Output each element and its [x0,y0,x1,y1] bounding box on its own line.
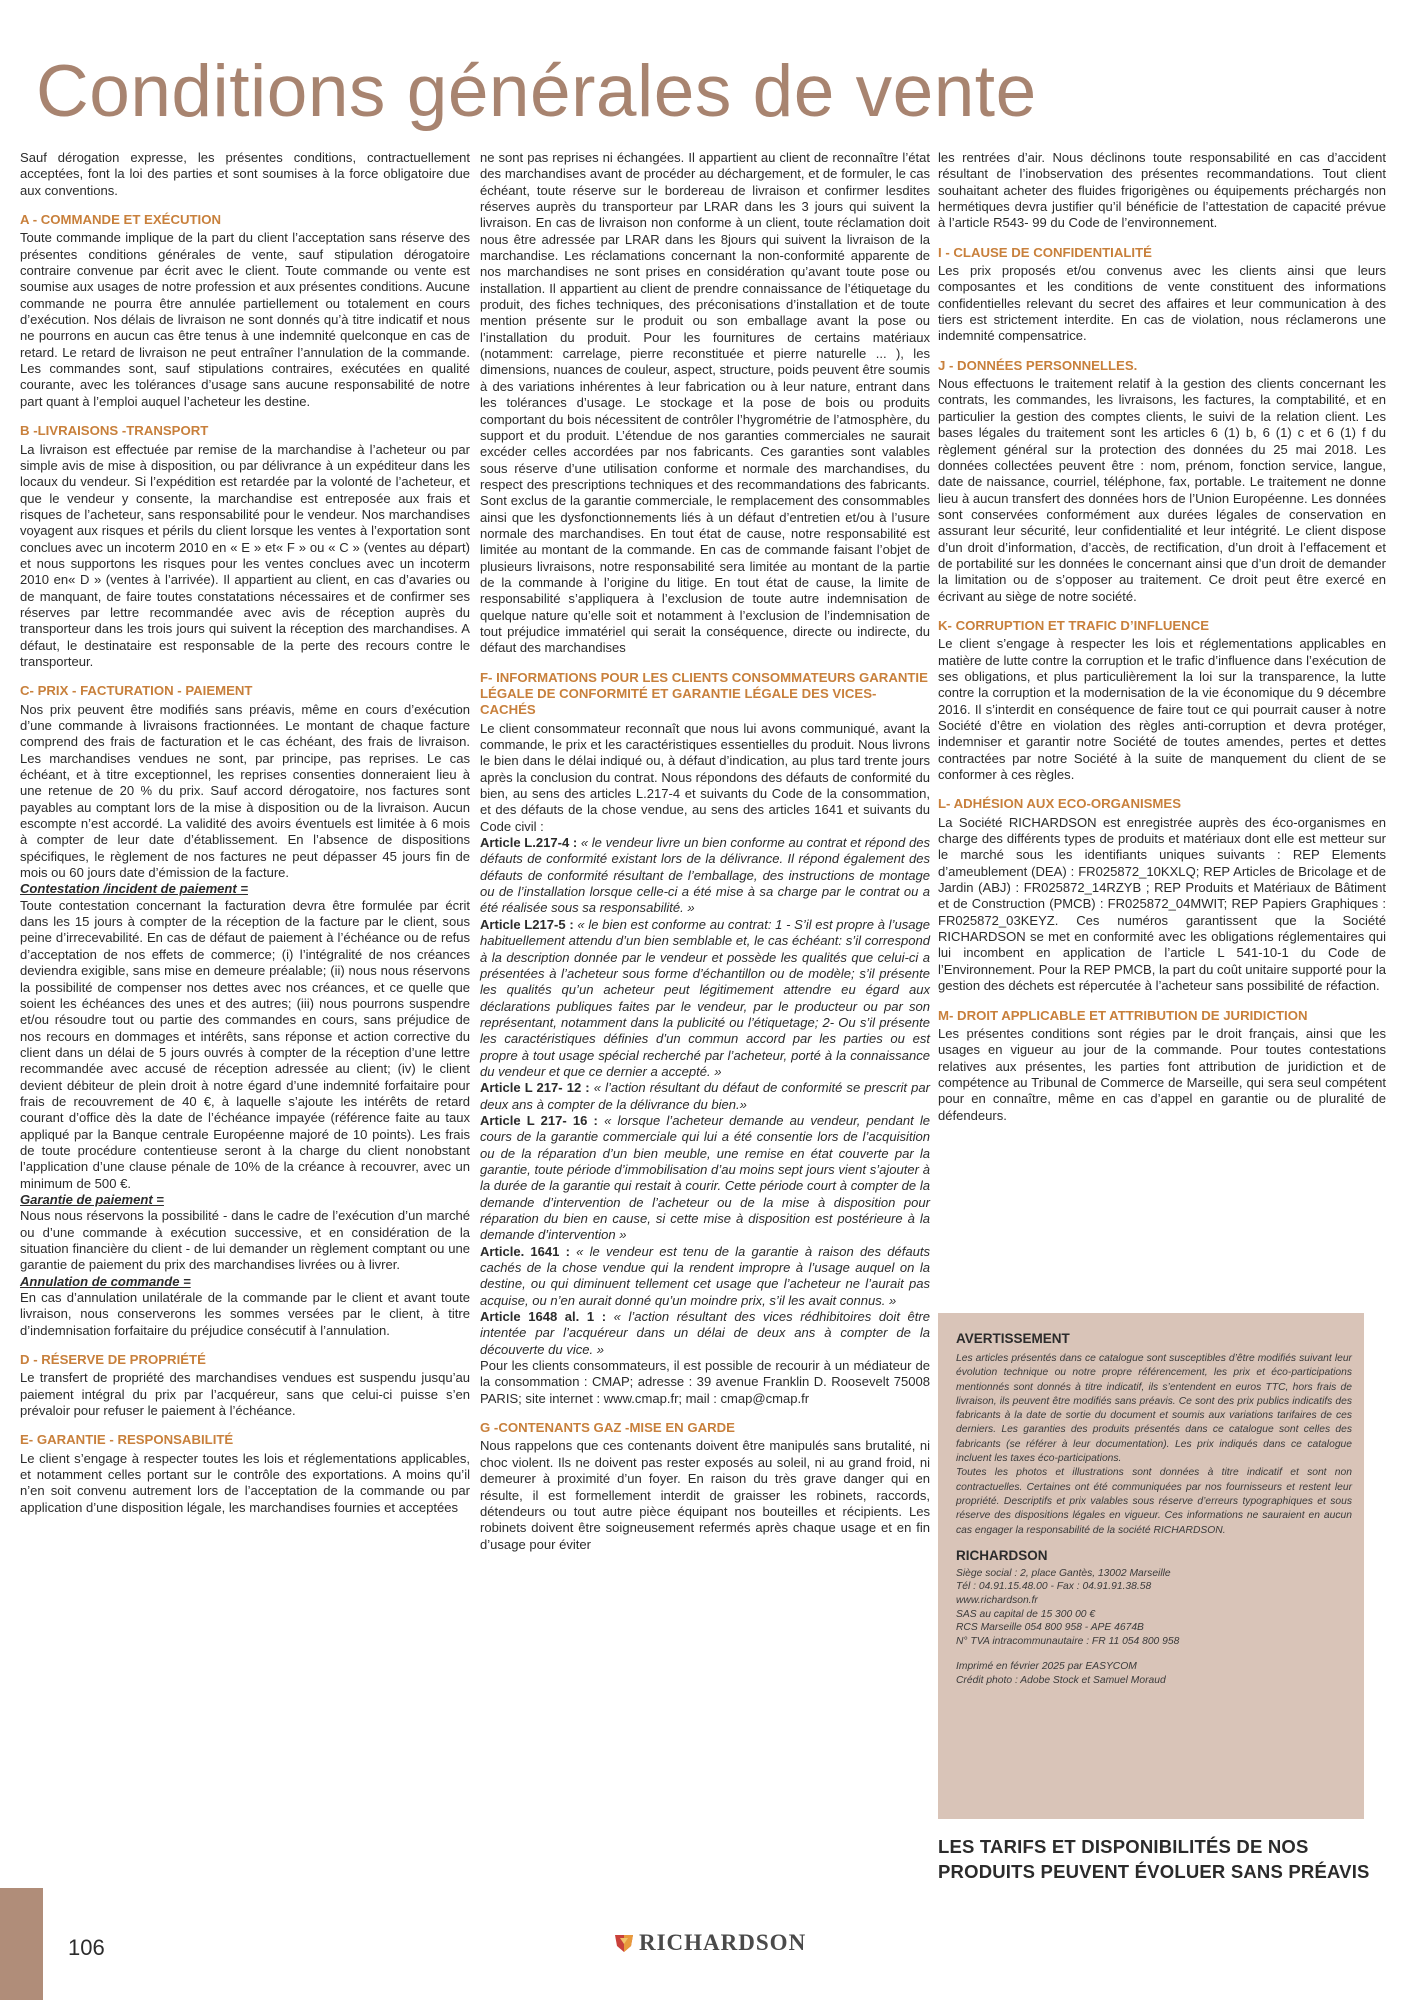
section-i-text: Les prix proposés et/ou convenus avec les clients ainsi que leurs composantes et les conditions de vente constituent des informations confidentielles relevant du secret des affaires et leur communication à des tiers est strictement interdite. En cas de violation, nous réclamerons une indemnité compensatrice. [938,263,1386,344]
section-l-title: L- ADHÉSION AUX ECO-ORGANISMES [938,796,1182,812]
section-b-title: B -LIVRAISONS -TRANSPORT [20,423,209,439]
section-j-title: J - DONNÉES PERSONNELLES. [938,357,1138,373]
section-m-title: M- DROIT APPLICABLE ET ATTRIBUTION DE JURIDICTION [938,1007,1308,1023]
article-l217-5 [480,917,930,1080]
section-e-title: E- GARANTIE - RESPONSABILITÉ [20,1432,234,1448]
article-l217-16 [480,1113,930,1244]
photo-credits: Crédit photo : Adobe Stock et Samuel Moraud [956,1675,1166,1687]
article-quote: « lorsque l’acheteur demande au vendeur, pendant le cours de la garantie commerciale qui lui a été consentie lors de l’acquisition ou de la réparation d’un bien meuble, une remise en état couverte par la garantie, toute période d’immobilisation d’au moins sept jours vient s’ajouter à la durée de la garantie qui restait à courir. Cette période court à compter de la demande d’intervention de l’acheteur ou de la mise à disposition pour réparation du bien en cause, si cette mise à disposition est postérieure à la demande d’intervention » [480,1112,931,1243]
page-title: Conditions générales de vente [36,51,1037,132]
company-website[interactable]: www.richardson.fr [956,1595,1038,1607]
section-f-text: Le client consommateur reconnaît que nous lui avons communiqué, avant la commande, le prix et les caractéristiques essentielles du produit. Nous livrons le bien dans le délai indiqué ou, à défaut d’indication, au plus tard trente jours après la conclusion du contrat. Nous répondons des défauts de conformité du bien, au sens des articles L.217-4 et suivants du Code de la consommation, et des défauts de la chose vendue, au sens des articles 1641 et suivants du Code civil : [480,720,930,834]
article-quote: « le vendeur livre un bien conforme au contrat et répond des défauts de conformité existant lors de la délivrance. Il répond également des défauts de conformité résultant de l’emballage, des instructions de montage ou de l’installation lorsque celle-ci a été mise à sa charge par le contrat ou a été réalisée sous sa responsabilité. » [480,835,931,916]
section-c-text-4: En cas d’annulation unilatérale de la commande par le client et avant toute livraison, nous conserverons les sommes versées par le client, à titre d’indemnisation forfaitaire du préjudice consécutif à l’annulation. [20,1290,470,1338]
column-3 [938,150,1386,1124]
article-ref: Article 1648 al. 1 : [480,1309,607,1325]
intro-text: Sauf dérogation expresse, les présentes conditions, contractuellement acceptées, font la loi des parties et sont soumises à la force obligatoire due aux conventions. [20,150,470,198]
article-quote: « l’action résultant du défaut de conformité se prescrit par deux ans à compter de la délivrance du bien.» [480,1080,931,1112]
article-1641 [480,1244,930,1309]
section-a-title: A - COMMANDE ET EXÉCUTION [20,212,221,228]
section-c-text: Nos prix peuvent être modifiés sans préavis, même en cours d’exécution d’une commande à livraisons fractionnées. Le montant de chaque facture comprend des frais de facturation et le cas échéant, des frais de livraison. Les marchandises vendues ne sont, par principe, pas reprises. Le cas échéant, et à titre exceptionnel, les reprises consenties donneraient lieu à une retenue de 20 % du prix. Sauf accord dérogatoire, nos factures sont payables au comptant lors de la mise à disposition ou de la livraison. Aucun escompte n’est accordé. La validité des avoirs éventuels est limitée à 6 mois à compter de leur date d’établissement. En l’absence de dispositions spécifiques, le règlement de nos factures ne peut dépasser 45 jours fin de mois ou 60 jours date d’émission de la facture. [20,701,470,881]
article-quote: « le bien est conforme au contrat: 1 - S’il est propre à l’usage habituellement attendu d’un bien semblable et, le cas échéant: s’il correspond à la description donnée par le vendeur et possède les qualités que celui-ci a présentées à l’acheteur sous forme d’échantillon ou de modèle; s’il présente les qualités qu’un acheteur peut légitimement attendre eu égard aux déclarations publiques faites par le vendeur, par le producteur ou par son représentant, notamment dans la publicité ou l’étiquetage; 2- Ou s’il présente les caractéristiques définies d’un commun accord par les parties ou est propre à tout usage spécial recherché par l’acheteur, porté à la connaissance du vendeur et que ce dernier a accepté. » [480,916,931,1079]
section-c-subtitle-contestation: Contestation /incident de paiement = [20,881,248,897]
article-ref: Article L.217-4 : [480,835,578,851]
pricing-banner: LES TARIFS ET DISPONIBILITÉS DE NOS PRODUITS PEUVENT ÉVOLUER SANS PRÉAVIS [938,1836,1370,1882]
company-phone-line: Tél : 04.91.15.48.00 - Fax : 04.91.91.38.58 [956,1581,1152,1593]
richardson-logo [613,1930,806,1956]
section-i-title: I - CLAUSE DE CONFIDENTIALITÉ [938,244,1152,260]
page-tab-bar [0,1888,43,2000]
section-c-subtitle-annulation: Annulation de commande = [20,1273,191,1289]
page-number: 106 [68,1935,105,1960]
article-ref: Article L217-5 : [480,916,574,932]
section-e-text: Le client s’engage à respecter toutes les lois et réglementations applicables, et notamment celles portant sur le contrôle des exportations. A moins qu’il n’en soit convenu autrement lors de l’acceptation de la commande ou par application d’une disposition légale, les marchandises fournies et acceptées [20,1450,470,1515]
section-d-title: D - RÉSERVE DE PROPRIÉTÉ [20,1352,206,1368]
shield-logo-icon [613,1932,635,1954]
column-2 [480,150,930,1553]
section-c-subtitle-garantie: Garantie de paiement = [20,1191,164,1207]
section-j-text: Nous effectuons le traitement relatif à la gestion des clients concernant les contrats, les commandes, les livraisons, les factures, la comptabilité, et en particulier la gestion des comptes clients, le suivi de la relation client. Les bases légales du traitement sont les articles 6 (1) b, 6 (1) c et 6 (1) f du règlement général sur la protection des données du 25 mai 2018. Les données collectées peuvent être : nom, prénom, fonction service, langue, date de naissance, courriel, téléphone, fax, portable. Le traitement ne donne lieu à aucun transfert des données hors de l’Union Européenne. Les données sont conservées conformément aux durées légales de conservation en assurant leur sécurité, leur confidentialité et leur intégrité. Le client dispose d’un droit d’information, d’accès, de rectification, d’un droit à l’effacement et de portabilité sur les données le concernant ainsi que d’un droit de demander la limitation ou de s’opposer au traitement. Ce droit peut être exercé en écrivant au siège de notre société. [938,376,1386,604]
column-1 [20,150,470,1516]
section-c-text-3: Nous nous réservons la possibilité - dans le cadre de l’exécution d’un marché ou d’une commande à exécution successive, et en considération de la situation financière du client - de lui demander un règlement comptant ou une garantie de paiement du prix des marchandises livrées ou à livrer. [20,1208,470,1273]
section-c-title: C- PRIX - FACTURATION - PAIEMENT [20,683,253,699]
section-f-title: F- INFORMATIONS POUR LES CLIENTS CONSOMMATEURS GARANTIE LÉGALE DE CONFORMITÉ ET GARANTIE LÉGALE DES VICES-CACHÉS [480,669,928,718]
section-g-text-continued: les rentrées d’air. Nous déclinons toute responsabilité en cas d’accident résultant de l’inobservation des présentes recommandations. Tout client souhaitant acheter des fluides frigorigènes ou équipements préchargés non hermétiques devra justifier qu’il bénéficie de l’attestation de capacité prévue à l’article R543- 99 du Code de l’environnement. [938,150,1386,231]
section-k-title: K- CORRUPTION ET TRAFIC D’INFLUENCE [938,617,1210,633]
article-l217-4 [480,835,930,917]
section-e-text-continued: ne sont pas reprises ni échangées. Il appartient au client de reconnaître l’état des marchandises avant de procéder au déchargement, et de formuler, le cas échéant, toute réserve sur le bordereau de livraison et confirmer lesdites réserves auprès du transporteur par LRAR dans les 3 jours qui suivent la livraison. En cas de livraison non conforme à un client, toute réclamation doit nous être adressée par LRAR dans les 8jours qui suivent la livraison de la marchandise. Les réclamations concernant la non-conformité apparente de nos marchandises ne sont prises en considération qu’avant toute pose ou installation. Il appartient au client de prendre connaissance de l’étiquetage du produit, des fiches techniques, des préconisations d’installation et de toute mention présente sur le produit ou son emballage avant la pose ou l’installation du produit. Pour les fournitures de certains matériaux (notamment: carrelage, pierre reconstituée et pierre naturelle ... ), les dimensions, nuances de couleur, aspect, structure, poids peuvent être soumis à des variations inhérentes à leur fabrication ou à leur nature, entrant dans les tolérances d’usage. Le stockage et la pose de bois ou produits comportant du bois nécessitent de contrôler l’hygrométrie de l’atmosphère, du support et du produit. L’étendue de nos garanties commerciales ne saurait excéder celles accordées par nos fabricants. Ces garanties sont valables sous réserve d’une utilisation conforme et normale des marchandises, du respect des prescriptions techniques et des recommandations des fabricants. Sont exclus de la garantie commerciale, le remplacement des consommables ainsi que les dysfonctionnements liés à un défaut d’entretien et/ou à l’usure normale des marchandises. En tout état de cause, notre responsabilité est limitée au montant de la commande. En cas de commande faisant l’objet de plusieurs livraisons, notre responsabilité sera limitée au montant de la partie de la commande à l’origine du litige. En tout état de cause, la limite de responsabilité s’appliquera à l’exclusion de toute autre indemnisation de quelque nature qu’elle soit et notamment à l’exclusion de l’indemnisation de tout préjudice immatériel qui serait la conséquence, directe ou indirecte, du défaut des marchandises [480,150,930,656]
section-m-text: Les présentes conditions sont régies par le droit français, ainsi que les usages en vigueur au jour de la commande. Pour toutes contestations relatives aux présentes, les parties font attribution de juridiction et de compétence au Tribunal de Commerce de Marseille, qui sera seul compétent pour en connaître, même en cas d’appel en garantie ou de pluralité de défendeurs. [938,1025,1386,1123]
section-a-text: Toute commande implique de la part du client l’acceptation sans réserve des présentes conditions générales de vente, sauf stipulation dérogatoire contraire convenue par écrit avec le client. Toute commande ou vente est soumise aux usages de notre profession et aux présentes conditions. Aucune commande ne pourra être annulée partiellement ou totalement en cours d’exécution. Nos délais de livraison ne sont donnés qu’à titre indicatif et nous ne pourrons en aucun cas être tenus à une indemnité quelconque en cas de retard. Le retard de livraison ne peut entraîner l’annulation de la commande. Les commandes sont, sauf stipulations contraires, exécutées en qualité courante, avec les tolérances d’usage sans aucune responsabilité de notre part quant à l’emploi auquel l’acheteur les destine. [20,230,470,409]
print-info: Imprimé en février 2025 par EASYCOM [956,1661,1137,1673]
article-l217-12 [480,1080,930,1113]
article-quote: « le vendeur est tenu de la garantie à raison des défauts cachés de la chose vendue qui la rendent impropre à l’usage auquel on la destine, ou qui diminuent tellement cet usage que l’acheteur ne l’aurait pas acquise, ou n’en aurait donné qu’un moindre prix, s’il les avait connus. » [480,1243,931,1308]
logo-wordmark: RICHARDSON [639,1930,807,1955]
notice-text: Les articles présentés dans ce catalogue sont susceptibles d’être modifiés suivant leur évolution technique ou notre propre référencement, les prix et éco-participations mentionnés sont donnés à titre indicatif, ils s’entendent en euros TTC, hors frais de livraison, ils peuvent être modifiés sans préavis. Ce sont des prix publics indicatifs des fabricants à la date de sortie du document et soumis aux variations tarifaires de ces derniers. Les garanties des produits présentés dans ce catalogue sont celles des fabricants (se référer à leur documentation). Les prix indiqués dans ce catalogue incluent les taxes éco-participations. [956,1353,1352,1465]
section-c-text-2: Toute contestation concernant la facturation devra être formulée par écrit dans les 15 jours à compter de la réception de la facture par le client, sous peine d’irrecevabilité. En cas de défaut de paiement à l’échéance ou de refus d’acceptation de nos effets de commerce; (i) l’intégralité de nos créances deviendra exigible, sans mise en demeure préalable; (ii) nous nous réservons la possibilité de compenser nos dettes avec nos créances, et ce quelle que soient les échéances des unes et des autres; (iii) nous pourrons suspendre et/ou résoudre tout ou partie des commandes en cours, sans préjudice de nos recours en dommages et intérêts, sans réponse et action corrective du client dans un délai de 5 jours ouvrés à compter de la réception d’une lettre recommandée avec accusé de réception adressée au client; (iv) le client devient débiteur de plein droit à notre égard d’une indemnité forfaitaire pour frais de recouvrement de 40 €, à laquelle s’ajoute les intérêts de retard courant d’office dès la date de l’échéance impayée (référence faite au taux appliqué par la Banque centrale Européenne majoré de 10 points). Les frais de toute procédure contentieuse seront à la charge du client nonobstant l’application d’une clause pénale de 10% de la créance à recouvrer, avec un minimum de 500 €. [20,897,470,1191]
article-ref: Article. 1641 : [480,1243,570,1259]
notice-title: AVERTISSEMENT [956,1331,1070,1346]
company-address-line: Siège social : 2, place Gantès, 13002 Marseille [956,1567,1171,1579]
company-capital: SAS au capital de 15 300 00 € [956,1608,1096,1620]
article-ref: Article L 217- 12 : [480,1080,590,1096]
article-ref: Article L 217- 16 : [480,1112,598,1128]
company-name: RICHARDSON [956,1547,1048,1563]
section-l-text: La Société RICHARDSON est enregistrée auprès des éco-organismes en charge des différents types de produits et matériaux dont elle est metteur sur le marché sous les identifiants uniques suivants : REP Elements d’ameublement (DEA) : FR025872_10KXLQ; REP Articles de Bricolage et de Jardin (ABJ) : FR025872_14RZYB ; REP Produits et Matériaux de Bâtiment et de Construction (PMCB) : FR025872_04MWIT; REP Papiers Graphiques : FR025872_03KEYZ. Ces numéros garantissent que la Société RICHARDSON se met en conformité avec les obligations réglementaires qui lui incombent en application de l’article L 541-10-1 du Code de l’Environnement. Pour la REP PMCB, la part du coût unitaire supporté pour la gestion des déchets est répercutée à l’acheteur sans possibilité de réfaction. [938,814,1386,994]
section-d-text: Le transfert de propriété des marchandises vendues est suspendu jusqu’au paiement intégral du prix par l’acquéreur, sans que celui-ci puisse s’en prévaloir pour refuser le paiement à l’échéance. [20,1370,470,1419]
company-rcs: RCS Marseille 054 800 958 - APE 4674B [956,1622,1144,1634]
section-g-title: G -CONTENANTS GAZ -MISE EN GARDE [480,1420,735,1436]
section-b-text: La livraison est effectuée par remise de la marchandise à l’acheteur ou par simple avis de mise à disposition, ou par délivrance à un expéditeur dans les locaux du vendeur. Si l’expédition est retardée par la volonté de l’acheteur, et que le vendeur y consente, la marchandise est entreposée aux frais et risques de l’acheteur, sans responsabilité pour le vendeur. Nos marchandises voyagent aux risques et périls du client lorsque les ventes à l’exportation sont conclues avec un incoterm 2010 en « E » et« F » ou « C » (ventes au départ) et nous supportons les risques pour les ventes conclues avec un incoterm 2010 en« D » (ventes à l’arrivée). Il appartient au client, en cas d’avaries ou de manquant, de faire toutes constatations nécessaires et de confirmer ses réserves par lettre recommandée avec avis de réception auprès du transporteur dans les trois jours qui suivent la réception des marchandises. A défaut, le destinataire est responsable de la perte des recours contre le transporteur. [20,441,470,669]
section-k-text: Le client s’engage à respecter les lois et réglementations applicables en matière de lutte contre la corruption et le trafic d’influence dans l’exécution de ses obligations, et plus particulièrement la loi sur la transparence, la lutte contre la corruption et la modernisation de la vie économique du 9 décembre 2016. Il s’interdit en conséquence de faire tout ce qui pourrait causer à notre Société d’être en violation des règles anti-corruption et devra protéger, indemniser et garantir notre Société de toutes amendes, pertes et dettes contractées par notre Société à la suite de manquement du client de se conformer à ces règles. [938,636,1386,783]
notice-text-photos: Toutes les photos et illustrations sont données à titre indicatif et sont non contractuelles. Certaines ont été communiquées par nos fournisseurs et restent leur propriété. Descriptifs et prix valables sous réserve d’erreurs typographiques et sous réserve des dispositions légales en vigueur. Ces informations ne sauraient en aucun cas engager la responsabilité de la société RICHARDSON. [956,1467,1352,1536]
article-quote: « l’action résultant des vices rédhibitoires doit être intentée par l’acquéreur dans un délai de deux ans à compter de la découverte du vice. » [480,1309,931,1357]
article-1648 [480,1309,930,1358]
section-g-text: Nous rappelons que ces contenants doivent être manipulés sans brutalité, ni choc violent. Ils ne doivent pas rester exposés au soleil, ni au grand froid, ni demeurer à proximité d’un foyer. En raison du très grave danger qui en résulte, il est formellement interdit de graisser les robinets, raccords, détendeurs ou tout autre pièce équipant nos bouteilles et récipients. Les robinets doivent être soigneusement refermés après chaque usage et en fin d’usage pour éviter [480,1438,930,1552]
company-vat: N° TVA intracommunautaire : FR 11 054 800 958 [956,1635,1180,1647]
warning-notice-box [938,1313,1364,1819]
section-f-mediator-text: Pour les clients consommateurs, il est possible de recourir à un médiateur de la consommation : CMAP; adresse : 39 avenue Franklin D. Roosevelt 75008 PARIS; site internet : www.cmap.fr; mail : cmap@cmap.fr [480,1358,930,1406]
